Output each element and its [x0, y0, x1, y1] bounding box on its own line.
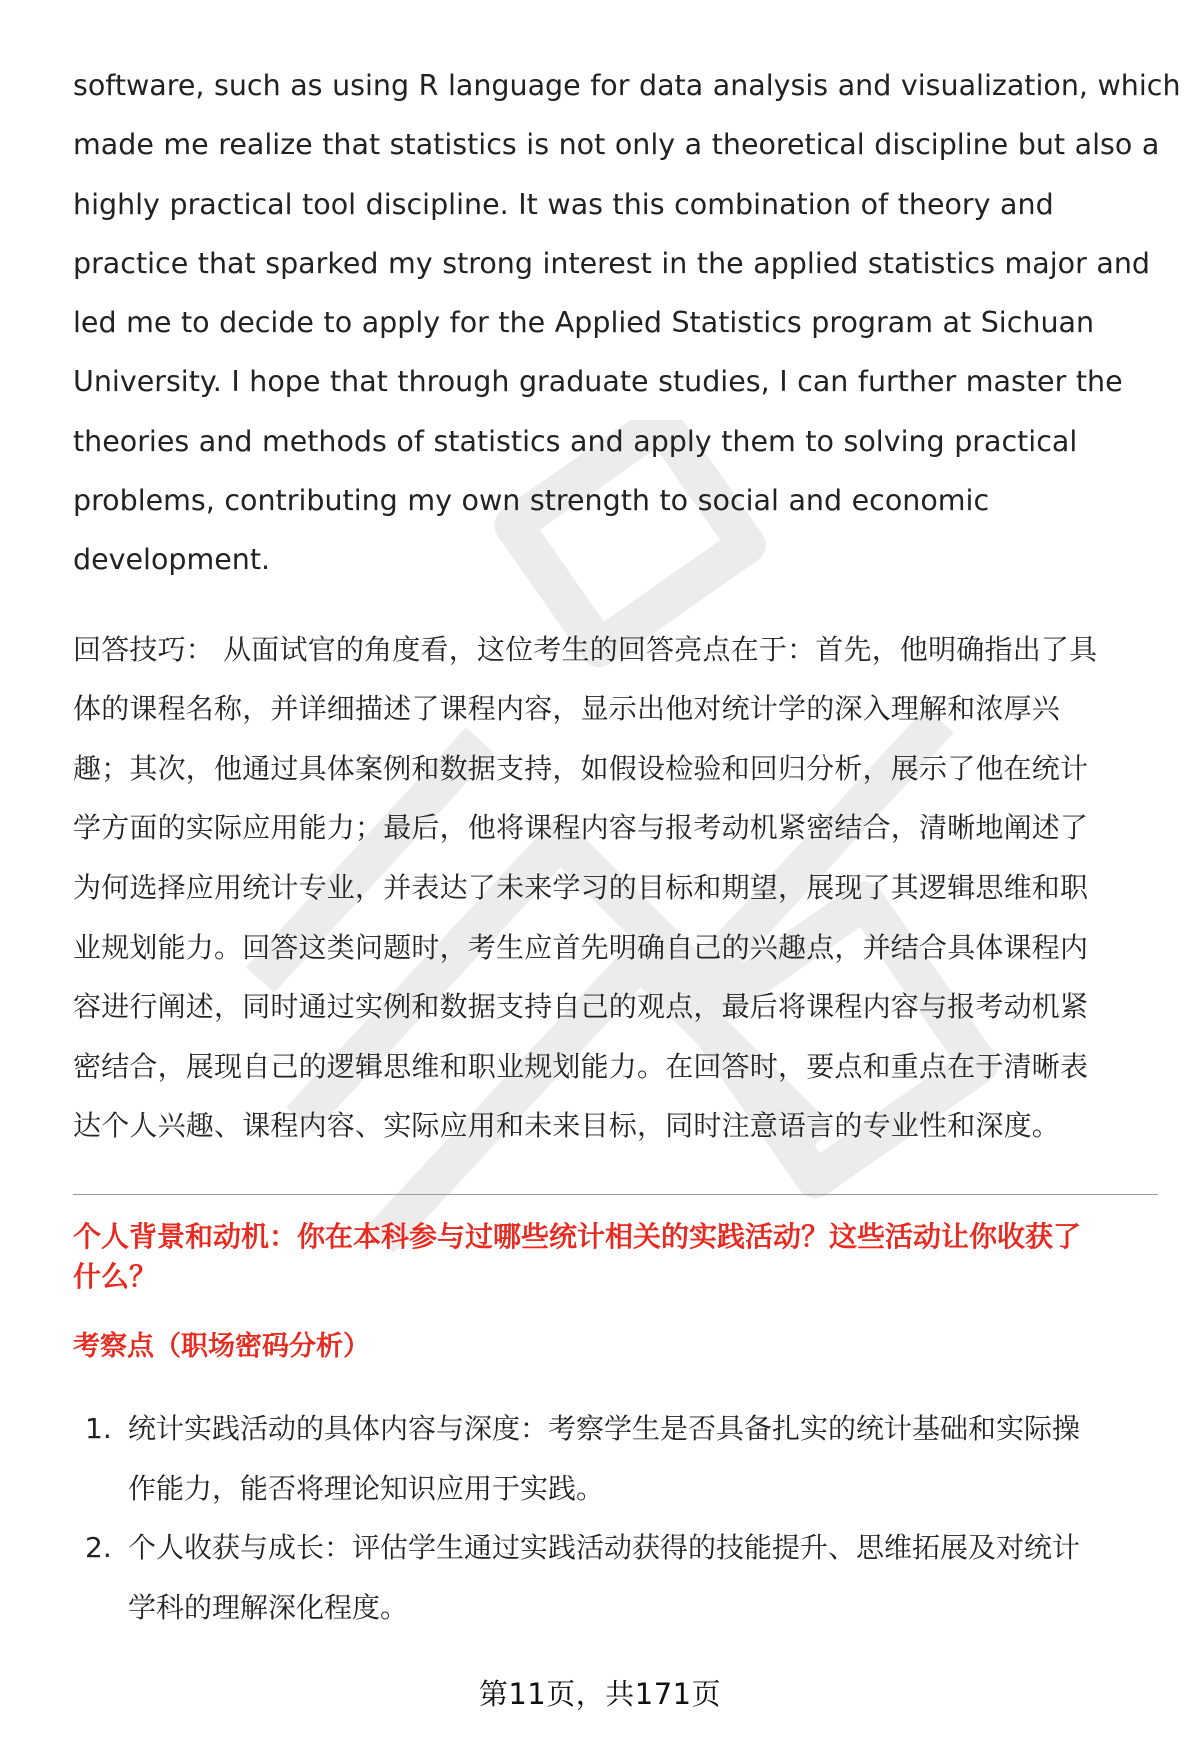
question-line: 个人背景和动机：你在本科参与过哪些统计相关的实践活动？这些活动让你收获了 — [73, 1220, 1082, 1254]
intro-paragraph — [73, 56, 1181, 590]
list-item-line: 个人收获与成长：评估学生通过实践活动获得的技能提升、思维拓展及对统计 — [128, 1531, 1081, 1565]
tip-line: 体的课程名称，并详细描述了课程内容，显示出他对统计学的深入理解和浓厚兴 — [73, 692, 1061, 726]
tip-line: 学方面的实际应用能力；最后，他将课程内容与报考动机紧密结合，清晰地阐述了 — [73, 811, 1089, 845]
question-heading — [73, 1217, 1158, 1297]
intro-line: theories and methods of statistics and apply them to solving practical — [73, 424, 1078, 458]
tip-line: 达个人兴趣、课程内容、实际应用和未来目标，同时注意语言的专业性和深度。 — [73, 1109, 1061, 1143]
list-item-line: 学科的理解深化程度。 — [128, 1590, 409, 1624]
answer-tip-paragraph — [73, 620, 1158, 1156]
intro-line: highly practical tool discipline. It was this combination of theory and — [73, 187, 1054, 221]
list-item-line: 统计实践活动的具体内容与深度：考察学生是否具备扎实的统计基础和实际操 — [128, 1412, 1081, 1446]
section-divider — [73, 1194, 1158, 1195]
page-content — [73, 56, 1181, 1637]
list-number: 1. — [85, 1412, 112, 1446]
intro-line: development. — [73, 543, 271, 577]
tip-line: 密结合，展现自己的逻辑思维和职业规划能力。在回答时，要点和重点在于清晰表 — [73, 1049, 1089, 1083]
list-item — [73, 1518, 1158, 1637]
intro-line: University. I hope that through graduate studies, I can further master the — [73, 365, 1123, 399]
tip-line: 回答技巧： 从面试官的角度看，这位考生的回答亮点在于：首先，他明确指出了具 — [73, 632, 1098, 666]
list-item — [73, 1399, 1158, 1518]
intro-line: made me realize that statistics is not only a theoretical discipline but also a — [73, 128, 1160, 162]
list-number: 2. — [85, 1531, 112, 1565]
intro-line: practice that sparked my strong interest in the applied statistics major and — [73, 246, 1150, 280]
question-line: 什么？ — [73, 1260, 158, 1294]
tip-line: 为何选择应用统计专业，并表达了未来学习的目标和期望，展现了其逻辑思维和职 — [73, 871, 1089, 905]
tip-line: 趣；其次，他通过具体案例和数据支持，如假设检验和回归分析，展示了他在统计 — [73, 751, 1089, 785]
tip-line: 业规划能力。回答这类问题时，考生应首先明确自己的兴趣点，并结合具体课程内 — [73, 930, 1089, 964]
intro-line: problems, contributing my own strength to social and economic — [73, 484, 990, 518]
section-heading: 考察点（职场密码分析） — [73, 1331, 370, 1363]
page-footer: 第11页，共171页 — [478, 1677, 722, 1711]
intro-line: led me to decide to apply for the Applied Statistics program at Sichuan — [73, 306, 1095, 340]
tip-line: 容进行阐述，同时通过实例和数据支持自己的观点，最后将课程内容与报考动机紧 — [73, 990, 1089, 1024]
points-list — [73, 1399, 1158, 1637]
list-item-line: 作能力，能否将理论知识应用于实践。 — [128, 1471, 605, 1505]
intro-line: software, such as using R language for data analysis and visualization, which — [73, 69, 1181, 102]
